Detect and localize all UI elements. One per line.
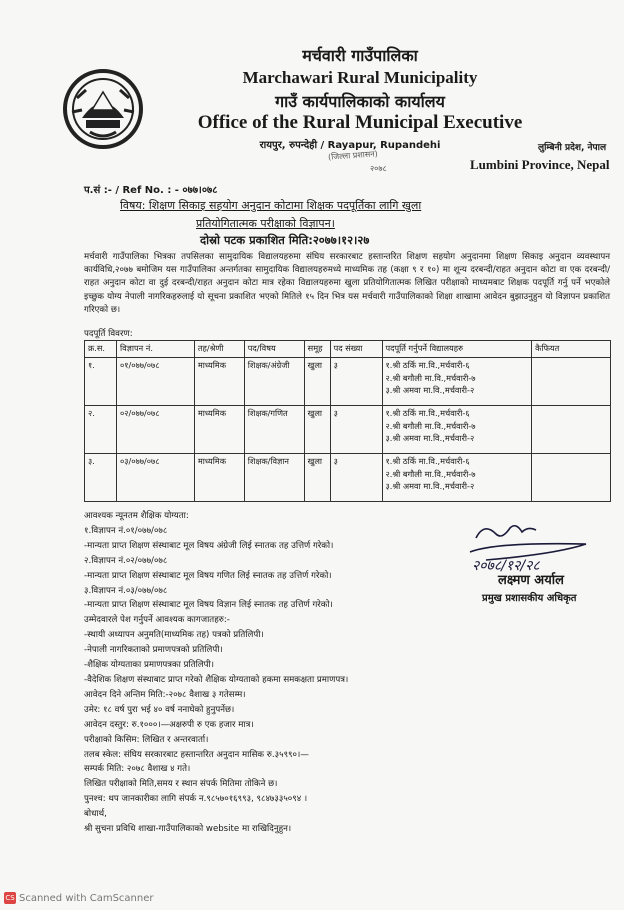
requirement-line: परीक्षाको किसिम: लिखित र अन्तरवार्ता। <box>84 734 209 745</box>
cell-schools <box>382 454 532 502</box>
school-item: १.श्री ठर्कि मा.वि.,मर्चवारी-६ <box>385 360 470 370</box>
school-item: ३.श्री अमवा मा.वि.,मर्चवारी-२ <box>385 385 475 396</box>
requirement-line: -शैक्षिक योग्यताका प्रमाणपत्रका प्रतिलिपी। <box>84 660 215 671</box>
cell-schools <box>382 406 532 454</box>
requirement-line: १.विज्ञापन नं.०१/०७७/०७८ <box>84 525 168 536</box>
requirement-line: -नेपाली नागरिकताको प्रमाणपत्रको प्रतिलिपी। <box>84 645 223 656</box>
school-item: १.श्री ठर्कि मा.वि.,मर्चवारी-६ <box>385 456 470 466</box>
subject-line-2: प्रतियोगितात्मक परीक्षाको विज्ञापन। <box>196 217 335 230</box>
table-row <box>85 406 611 454</box>
requirements-list <box>84 509 464 837</box>
camscanner-icon: CS <box>5 894 15 902</box>
requirement-line: आवेदन दस्तुर: रु.१०००।—अक्षरुपी रु एक हजार मात्र। <box>84 719 254 730</box>
vacancy-table <box>84 340 611 502</box>
office-name-np: गाउँ कार्यपालिकाको कार्यालय <box>275 92 445 111</box>
col-header-subject: पद/विषय <box>244 341 304 358</box>
col-header-remarks: कैफियत <box>532 341 611 358</box>
subject <box>120 197 421 233</box>
school-item: २.श्री बगौली मा.वि.,मर्चवारी-७ <box>385 420 476 431</box>
office-name-en: Office of the Rural Municipal Executive <box>197 112 523 133</box>
cell-remarks <box>532 358 611 406</box>
stamp-text-1: (जिल्ला प्रशासन) <box>327 149 379 162</box>
municipality-name-en: Marchawari Rural Municipality <box>242 68 478 87</box>
cell-subject: शिक्षक/विज्ञान <box>244 454 304 502</box>
col-header-sn: क्र.स. <box>85 341 117 358</box>
col-header-schools: पदपूर्ति गर्नुपर्ने विद्यालयहरु <box>382 341 532 358</box>
requirement-line: -वैदेशिक शिक्षण संस्थाबाट प्राप्त गरेको शैक्षिक योग्यताको हकमा समकक्षता प्रमाणपत्र। <box>84 674 349 685</box>
cell-adv: ०२/०७७/०७८ <box>116 406 194 454</box>
cell-schools <box>382 358 532 406</box>
school-item: २.श्री बगौली मा.वि.,मर्चवारी-७ <box>385 372 476 383</box>
cell-level: माध्यमिक <box>194 406 244 454</box>
requirement-line: -स्थायी अध्यापन अनुमति(माध्यमिक तह) पत्रको प्रतिलिपी। <box>84 630 264 641</box>
signatory-title: प्रमुख प्रशासकीय अधिकृत <box>482 593 577 604</box>
requirement-line: आवेदन दिने अन्तिम मिति:-२०७८ वैशाख ३ गतेसम्म। <box>84 689 246 700</box>
cell-remarks <box>532 454 611 502</box>
requirement-line: -मान्यता प्राप्त शिक्षण संस्थाबाट मूल विषय विज्ञान लिई स्नातक तह उत्तिर्ण गरेको। <box>84 600 333 611</box>
published-date: दोस्रो पटक प्रकाशित मिति:२०७७।१२।२७ <box>200 233 370 247</box>
province-np: लुम्बिनी प्रदेश, नेपाल <box>538 143 607 153</box>
table-row <box>85 454 611 502</box>
cell-group: खुला <box>304 454 330 502</box>
cell-level: माध्यमिक <box>194 358 244 406</box>
requirement-line: -मान्यता प्राप्त शिक्षण संस्थाबाट मूल विषय अंग्रेजी लिई स्नातक तह उत्तिर्ण गरेको। <box>84 540 334 551</box>
requirement-line: सम्पर्क मिति: २०७८ वैशाख ४ गते। <box>84 764 191 775</box>
cell-subject: शिक्षक/गणित <box>244 406 304 454</box>
notice-paragraph: मर्चवारी गाउँपालिका भित्रका तपसिलका सामुदायिक विद्यालयहरुमा संघिय सरकारबाट हस्तान्तरित शिक्षण सहयोग अनुदानमा शिक्षण सिकाइ अनुदान व्यवस्थापन कार्यविधि,२०७७ बमोजिम यस गाउँपालिका अन्तर्गतका सामुदायिक विद्यालयहरुमध्ये माध्यमिक तह (कक्षा ९ र १०) मा शून्य दरबन्दी/राहत अनुदान कोटा वा एक दरबन्दी/राहत अनुदान कोटा वा दुई दरबन्दी/राहत अनुदान कोटा मात्र रहेका विद्यालयहरुमा खुला प्रतियोगितात्मक लिखित परीक्षाको माध्यमबाट शिक्षक पदपूर्ति गर्नु पर्ने भएकोले इच्छुक योग्य नेपाली नागरिकहरुलाई यो सूचना प्रकाशित भएको मितिले १५ दिन भित्र यस मर्चवारी गाउँपालिकाको शिक्षा शाखामा आवेदन बुझाउनुहुन यो विज्ञापन प्रकाशित गरिएको छ। <box>84 252 610 315</box>
stamp-text-2: २०७८ <box>370 164 387 173</box>
requirement-line: आवश्यक न्यूनतम शैक्षिक योग्यता: <box>84 511 189 521</box>
cell-sn: ३. <box>85 454 117 502</box>
cell-adv: ०१/०७७/०७८ <box>116 358 194 406</box>
municipality-name-np: मर्चवारी गाउँपालिका <box>302 46 418 65</box>
requirement-line: पुनश्च: थप जानकारीका लागि संपर्क न.९८५७०१६९९३, ९८४७३३५०९४ । <box>84 794 308 805</box>
office-address: रायपुर, रुपन्देही / Rayapur, Rupandehi <box>259 140 441 151</box>
footer-text: Scanned with CamScanner <box>19 893 154 904</box>
subject-line-1: विषय: शिक्षण सिकाइ सहयोग अनुदान कोटामा शिक्षक पदपूर्तिका लागि खुला <box>120 199 422 212</box>
signature-scribble <box>466 516 606 576</box>
cell-sn: १. <box>85 358 117 406</box>
col-header-count: पद संख्या <box>330 341 382 358</box>
table-caption: पदपूर्ति विवरण: <box>84 329 133 339</box>
requirement-line: उम्मेदवारले पेश गर्नुपर्ने आवश्यक कागजातहरु:- <box>84 615 230 626</box>
cell-count: ३ <box>330 406 382 454</box>
col-header-adv: विज्ञापन नं. <box>116 341 194 358</box>
cell-remarks <box>532 406 611 454</box>
requirement-line: २.विज्ञापन नं.०२/०७७/०७८ <box>84 555 168 566</box>
requirement-line: ३.विज्ञापन नं.०३/०७७/०७८ <box>84 585 168 596</box>
requirement-line: श्री सुचना प्रविधि शाखा-गाउँपालिकाको website मा राखिदिनुहुन। <box>84 824 292 835</box>
cell-count: ३ <box>330 358 382 406</box>
school-item: ३.श्री अमवा मा.वि.,मर्चवारी-२ <box>385 433 475 444</box>
col-header-level: तह/श्रेणी <box>194 341 244 358</box>
cell-group: खुला <box>304 358 330 406</box>
cell-subject: शिक्षक/अंग्रेजी <box>244 358 304 406</box>
signature-date: २०७८/१२/२८ <box>472 558 540 574</box>
reference-number: प.सं :- / Ref No. : - ०७७।०७८ <box>84 185 218 196</box>
province-en: Lumbini Province, Nepal <box>470 157 610 172</box>
cell-adv: ०३/०७७/०७८ <box>116 454 194 502</box>
camscanner-watermark <box>4 892 154 904</box>
cell-sn: २. <box>85 406 117 454</box>
school-item: १.श्री ठर्कि मा.वि.,मर्चवारी-६ <box>385 408 470 418</box>
table-header-row <box>85 341 611 358</box>
requirement-line: -मान्यता प्राप्त शिक्षण संस्थाबाट मूल विषय गणित लिई स्नातक तह उत्तिर्ण गरेको। <box>84 570 332 581</box>
requirement-line: बोधार्थ, <box>84 809 107 820</box>
school-item: ३.श्री अमवा मा.वि.,मर्चवारी-२ <box>385 481 475 492</box>
school-item: २.श्री बगौली मा.वि.,मर्चवारी-७ <box>385 468 476 479</box>
cell-level: माध्यमिक <box>194 454 244 502</box>
signatory-name: लक्ष्मण अर्याल <box>498 573 564 588</box>
requirement-line: लिखित परीक्षाको मिति,समय र स्थान संपर्क मितिमा तोकिने छ। <box>84 779 278 790</box>
cell-group: खुला <box>304 406 330 454</box>
requirement-line: तलब स्केल: संघिय सरकारबाट हस्तान्तरित अनुदान मासिक रु.३५९९०।— <box>84 749 309 760</box>
nepal-emblem-logo <box>62 68 144 150</box>
requirement-line: उमेर: १८ वर्ष पुरा भई ४० वर्ष ननाघेको हुनुपर्नेछ। <box>84 704 235 715</box>
cell-count: ३ <box>330 454 382 502</box>
col-header-group: समूह <box>304 341 330 358</box>
table-row <box>85 358 611 406</box>
